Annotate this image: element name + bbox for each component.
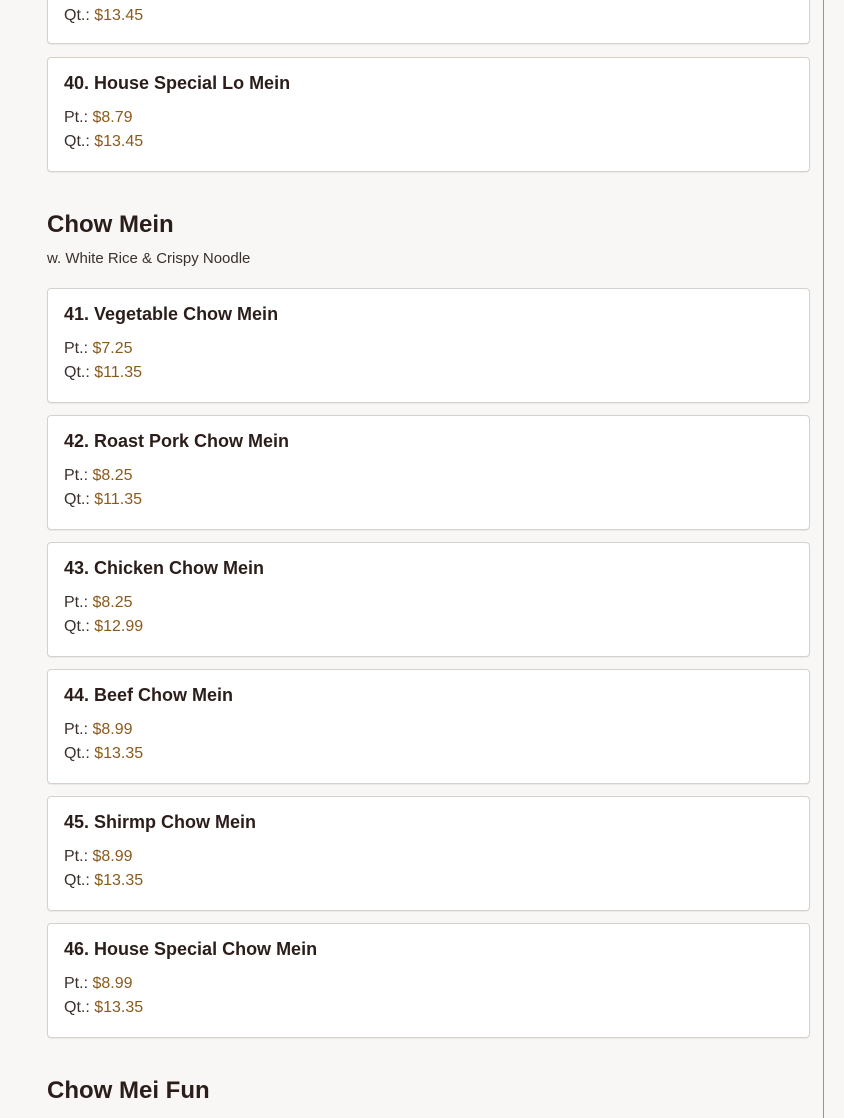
quart-price-line [64, 133, 143, 151]
pint-price: $8.99 [92, 848, 133, 865]
quart-price: $13.45 [94, 133, 144, 150]
quart-label: Qt.: [64, 999, 95, 1016]
quart-label: Qt.: [64, 133, 95, 150]
quart-label: Qt.: [64, 745, 95, 762]
menu-item-name: 40. House Special Lo Mein [64, 73, 291, 93]
menu-item-card[interactable] [47, 669, 810, 784]
quart-price-line [64, 364, 142, 382]
section-subtitle-chow-mein: w. White Rice & Crispy Noodle [47, 250, 251, 267]
pint-label: Pt.: [64, 594, 93, 611]
pint-label: Pt.: [64, 721, 93, 738]
quart-label: Qt.: [64, 491, 95, 508]
menu-item-card[interactable] [47, 415, 810, 530]
pint-label: Pt.: [64, 340, 93, 357]
quart-price-line [64, 618, 143, 636]
quart-label: Qt.: [64, 364, 95, 381]
menu-item-card[interactable] [47, 288, 810, 403]
menu-item-card[interactable] [47, 57, 810, 172]
quart-price-line [64, 7, 143, 25]
pint-price: $8.25 [92, 594, 133, 611]
menu-item-name: 45. Shirmp Chow Mein [64, 812, 257, 832]
quart-price-line [64, 745, 143, 763]
quart-price: $11.35 [94, 491, 142, 508]
pint-label: Pt.: [64, 109, 93, 126]
pint-price: $8.79 [92, 109, 133, 126]
menu-item-name: 41. Vegetable Chow Mein [64, 304, 279, 324]
pint-price-line [64, 721, 133, 739]
pint-label: Pt.: [64, 467, 93, 484]
pint-price: $7.25 [92, 340, 133, 357]
pint-price: $8.99 [92, 975, 133, 992]
menu-item-card[interactable] [47, 923, 810, 1038]
pint-price-line [64, 594, 133, 612]
pint-price-line [64, 848, 133, 866]
quart-price-line [64, 491, 142, 509]
section-title-chow-mei-fun: Chow Mei Fun [47, 1077, 210, 1104]
menu-item-name: 43. Chicken Chow Mein [64, 558, 265, 578]
quart-label: Qt.: [64, 618, 95, 635]
menu-item-card[interactable] [47, 796, 810, 911]
quart-price-line [64, 872, 143, 890]
quart-price: $11.35 [94, 364, 142, 381]
quart-label: Qt.: [64, 872, 95, 889]
content-divider [823, 0, 824, 1118]
pint-price-line [64, 975, 133, 993]
quart-price: $13.35 [94, 745, 144, 762]
pint-price-line [64, 109, 133, 127]
pint-price-line [64, 467, 133, 485]
quart-price-line [64, 999, 143, 1017]
pint-label: Pt.: [64, 848, 93, 865]
quart-price: $13.35 [94, 872, 144, 889]
pint-label: Pt.: [64, 975, 93, 992]
quart-label: Qt.: [64, 7, 95, 24]
quart-price: $12.99 [94, 618, 144, 635]
quart-price: $13.45 [94, 7, 144, 24]
menu-item-name: 42. Roast Pork Chow Mein [64, 431, 290, 451]
pint-price: $8.99 [92, 721, 133, 738]
pint-price: $8.25 [92, 467, 133, 484]
menu-item-name: 46. House Special Chow Mein [64, 939, 318, 959]
quart-price: $13.35 [94, 999, 144, 1016]
section-title-chow-mein: Chow Mein [47, 211, 174, 238]
menu-item-card-partial[interactable] [47, 0, 810, 44]
pint-price-line [64, 340, 133, 358]
menu-item-card[interactable] [47, 542, 810, 657]
menu-item-name: 44. Beef Chow Mein [64, 685, 234, 705]
